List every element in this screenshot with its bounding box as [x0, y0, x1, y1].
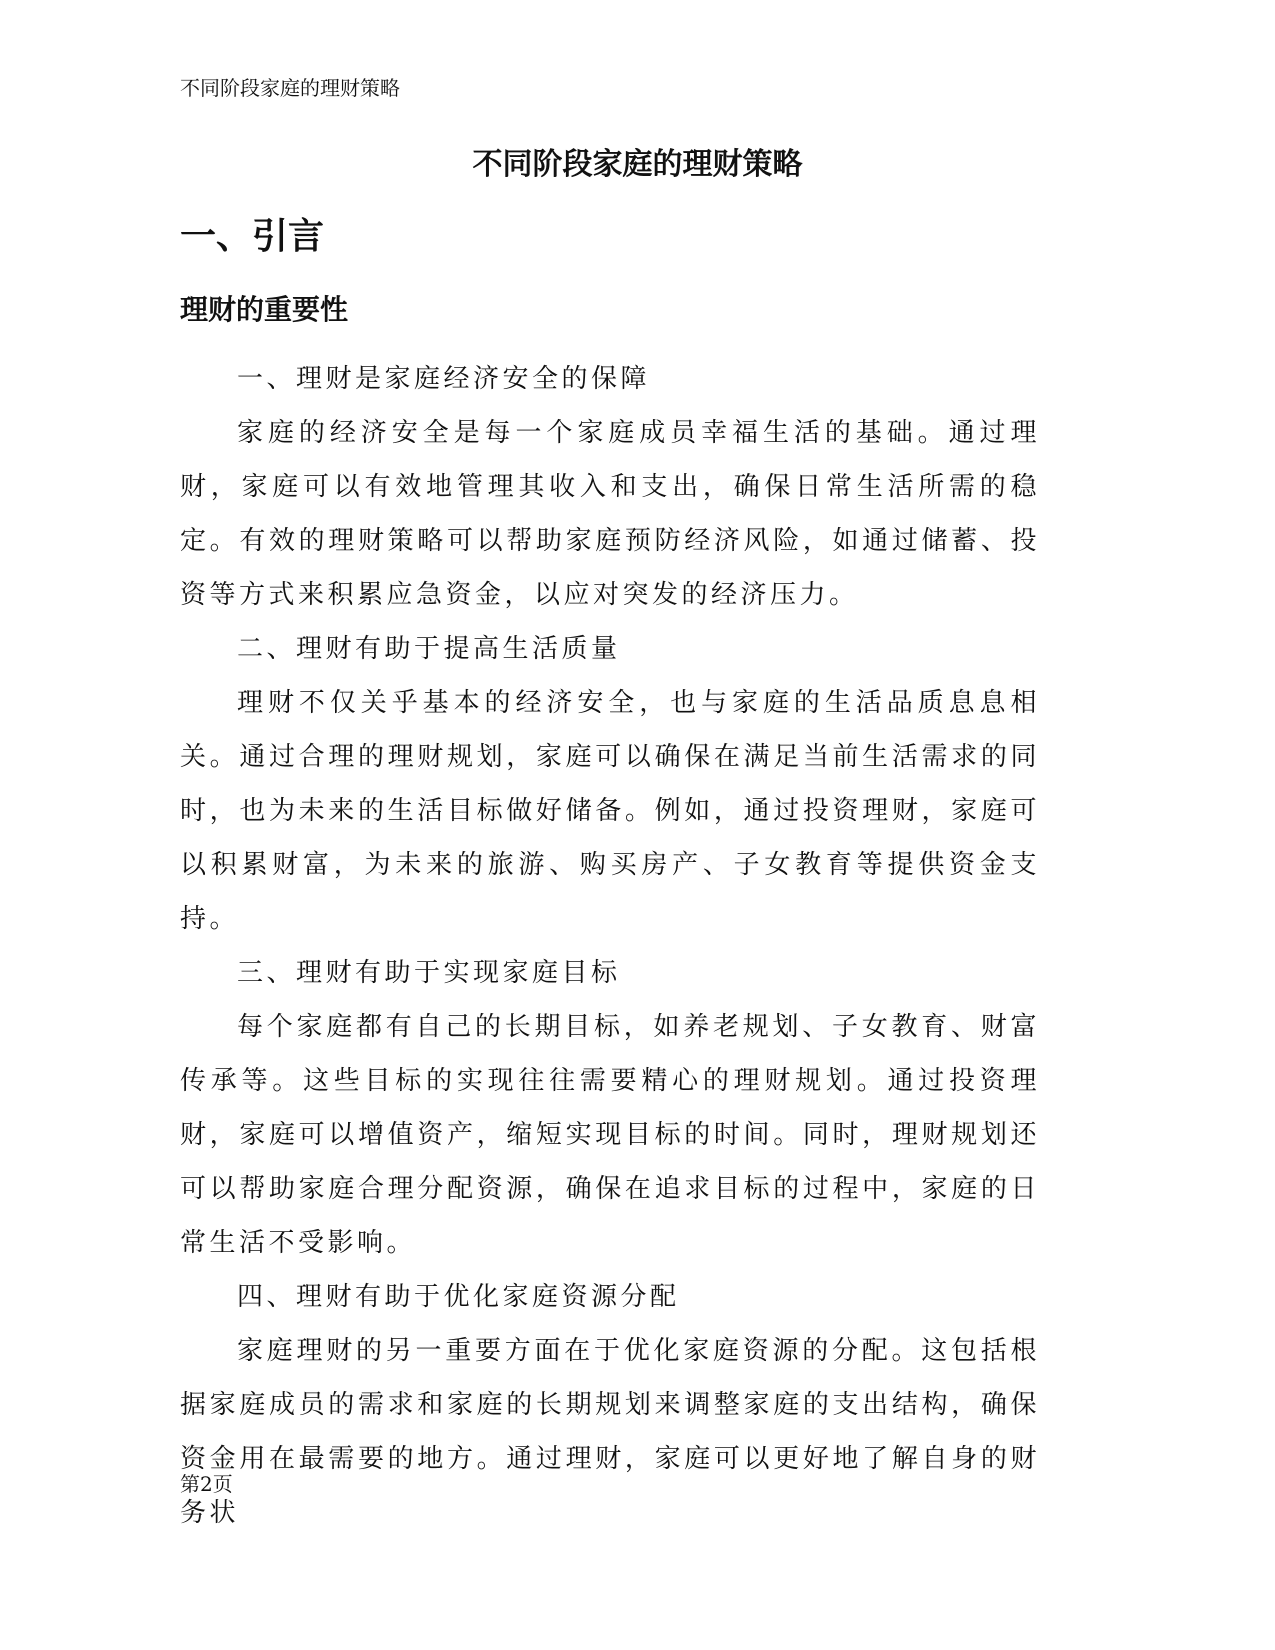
point-heading-1: 一、理财是家庭经济安全的保障 — [237, 364, 651, 394]
point-heading-4: 四、理财有助于优化家庭资源分配 — [237, 1282, 680, 1312]
paragraph-1: 家庭的经济安全是每一个家庭成员幸福生活的基础。通过理财，家庭可以有效地管理其收入和支出，确保日常生活所需的稳定。有效的理财策略可以帮助家庭预防经济风险，如通过储蓄、投资等方式来积累应急资金，以应对突发的经济压力。 — [180, 418, 1040, 610]
running-header: 不同阶段家庭的理财策略 — [180, 76, 400, 100]
paragraph-4: 家庭理财的另一重要方面在于优化家庭资源的分配。这包括根据家庭成员的需求和家庭的长期规划来调整家庭的支出结构，确保资金用在最需要的地方。通过理财，家庭可以更好地了解自身的财务状 — [180, 1336, 1040, 1528]
subsection-heading: 理财的重要性 — [180, 293, 349, 326]
point-heading-3: 三、理财有助于实现家庭目标 — [237, 958, 621, 988]
page-number: 第2页 — [180, 1472, 233, 1496]
section-heading: 一、引言 — [180, 216, 325, 257]
paragraph-2: 理财不仅关乎基本的经济安全，也与家庭的生活品质息息相关。通过合理的理财规划，家庭可以确保在满足当前生活需求的同时，也为未来的生活目标做好储备。例如，通过投资理财，家庭可以积累财富，为未来的旅游、购买房产、子女教育等提供资金支持。 — [180, 688, 1040, 934]
document-title: 不同阶段家庭的理财策略 — [472, 147, 803, 182]
point-heading-2: 二、理财有助于提高生活质量 — [237, 634, 621, 664]
document-body — [180, 352, 1040, 1540]
paragraph-3: 每个家庭都有自己的长期目标，如养老规划、子女教育、财富传承等。这些目标的实现往往需要精心的理财规划。通过投资理财，家庭可以增值资产，缩短实现目标的时间。同时，理财规划还可以帮助家庭合理分配资源，确保在追求目标的过程中，家庭的日常生活不受影响。 — [180, 1012, 1040, 1258]
